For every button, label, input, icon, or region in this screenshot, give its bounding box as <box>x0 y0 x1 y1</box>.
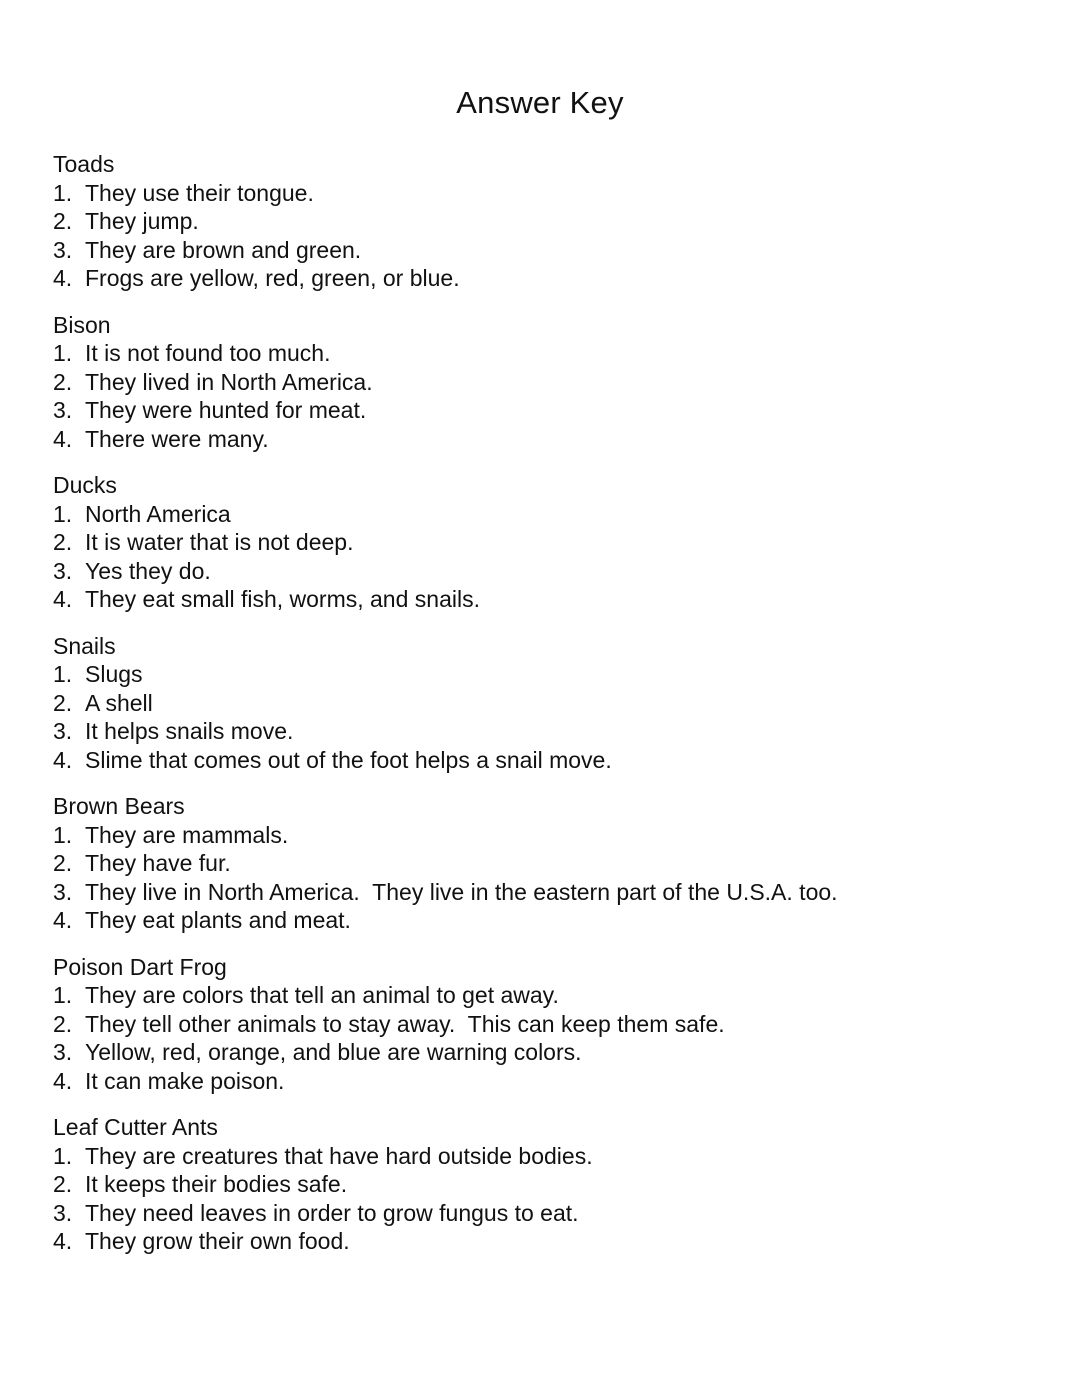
answer-number: 2. <box>53 1171 73 1197</box>
answer-number: 3. <box>53 557 73 584</box>
section-toads <box>53 150 1053 293</box>
answer-item <box>53 1067 1053 1096</box>
answer-item <box>53 821 1053 850</box>
answer-number: 1. <box>53 1142 73 1169</box>
answer-item <box>53 1142 1053 1171</box>
answer-item <box>53 368 1053 397</box>
answer-text: They tell other animals to stay away. This can keep them safe. <box>85 1010 725 1037</box>
answer-text: A shell <box>85 689 153 716</box>
answer-number: 1. <box>53 179 73 206</box>
answer-text: They use their tongue. <box>85 179 314 206</box>
answer-item <box>53 660 1053 689</box>
answer-text: Yellow, red, orange, and blue are warning colors. <box>85 1039 582 1065</box>
answer-item <box>53 425 1053 454</box>
answer-text: They eat plants and meat. <box>85 907 351 933</box>
answer-text: It helps snails move. <box>85 718 294 744</box>
answer-number: 3. <box>53 718 73 744</box>
answer-item <box>53 906 1053 935</box>
section-bison <box>53 311 1053 454</box>
answer-text: Frogs are yellow, red, green, or blue. <box>85 265 460 291</box>
answer-number: 1. <box>53 661 73 687</box>
answer-item <box>53 1227 1053 1256</box>
section-heading: Ducks <box>53 472 117 498</box>
answer-number: 1. <box>53 500 73 527</box>
answer-text: They are mammals. <box>85 821 289 848</box>
answer-number: 3. <box>53 878 73 905</box>
answer-item <box>53 207 1053 236</box>
answer-text: It can make poison. <box>85 1067 285 1094</box>
answer-text: Slugs <box>85 661 143 687</box>
answer-item <box>53 1038 1053 1067</box>
answer-number: 4. <box>53 586 73 612</box>
answer-text: They need leaves in order to grow fungus to eat. <box>85 1199 579 1226</box>
answer-item <box>53 264 1053 293</box>
answer-item <box>53 981 1053 1010</box>
answer-number: 4. <box>53 1228 73 1254</box>
section-heading: Poison Dart Frog <box>53 953 227 980</box>
answer-text: It is not found too much. <box>85 340 331 366</box>
answer-number: 3. <box>53 236 73 263</box>
answer-item <box>53 396 1053 425</box>
answer-item <box>53 236 1053 265</box>
answer-text: They grow their own food. <box>85 1228 350 1254</box>
answer-text: There were many. <box>85 425 269 452</box>
answer-text: Yes they do. <box>85 557 211 584</box>
answer-item <box>53 1010 1053 1039</box>
answer-number: 1. <box>53 340 73 366</box>
answer-item <box>53 500 1053 529</box>
answer-text: Slime that comes out of the foot helps a snail move. <box>85 746 612 773</box>
answer-text: They jump. <box>85 208 199 234</box>
section-leaf-cutter-ants <box>53 1113 1053 1256</box>
answer-number: 3. <box>53 397 73 423</box>
answer-number: 4. <box>53 425 73 452</box>
answer-item <box>53 1199 1053 1228</box>
answer-number: 1. <box>53 821 73 848</box>
answer-item <box>53 1170 1053 1199</box>
answer-number: 2. <box>53 529 73 555</box>
section-heading: Leaf Cutter Ants <box>53 1114 218 1140</box>
answer-number: 1. <box>53 982 73 1008</box>
answer-number: 2. <box>53 1010 73 1037</box>
answer-text: They live in North America. They live in the eastern part of the U.S.A. too. <box>85 878 838 905</box>
answer-text: They are colors that tell an animal to get away. <box>85 982 559 1008</box>
answer-item <box>53 179 1053 208</box>
section-brown-bears <box>53 792 1053 935</box>
section-heading: Snails <box>53 632 116 659</box>
answer-number: 4. <box>53 265 73 291</box>
answer-item <box>53 585 1053 614</box>
section-poison-dart-frog <box>53 953 1053 1096</box>
page-title: Answer Key <box>456 85 624 120</box>
answer-number: 2. <box>53 689 73 716</box>
answer-sections <box>53 150 1053 1274</box>
section-heading: Brown Bears <box>53 793 185 819</box>
answer-text: They eat small fish, worms, and snails. <box>85 586 480 612</box>
answer-text: They have fur. <box>85 850 231 876</box>
answer-number: 2. <box>53 850 73 876</box>
answer-item <box>53 849 1053 878</box>
section-heading: Bison <box>53 311 111 338</box>
answer-text: North America <box>85 500 231 527</box>
answer-text: It keeps their bodies safe. <box>85 1171 348 1197</box>
answer-text: They lived in North America. <box>85 368 373 395</box>
answer-text: They are creatures that have hard outside bodies. <box>85 1142 593 1169</box>
section-ducks <box>53 471 1053 614</box>
answer-number: 4. <box>53 746 73 773</box>
answer-number: 2. <box>53 368 73 395</box>
answer-item <box>53 746 1053 775</box>
answer-number: 4. <box>53 907 73 933</box>
answer-number: 2. <box>53 208 73 234</box>
section-heading: Toads <box>53 151 115 177</box>
answer-number: 4. <box>53 1067 73 1094</box>
answer-number: 3. <box>53 1199 73 1226</box>
answer-text: They are brown and green. <box>85 236 362 263</box>
answer-item <box>53 557 1053 586</box>
answer-item <box>53 689 1053 718</box>
answer-text: It is water that is not deep. <box>85 529 354 555</box>
answer-item <box>53 339 1053 368</box>
section-snails <box>53 632 1053 775</box>
answer-item <box>53 878 1053 907</box>
answer-number: 3. <box>53 1039 73 1065</box>
answer-item <box>53 528 1053 557</box>
answer-text: They were hunted for meat. <box>85 397 367 423</box>
answer-item <box>53 717 1053 746</box>
